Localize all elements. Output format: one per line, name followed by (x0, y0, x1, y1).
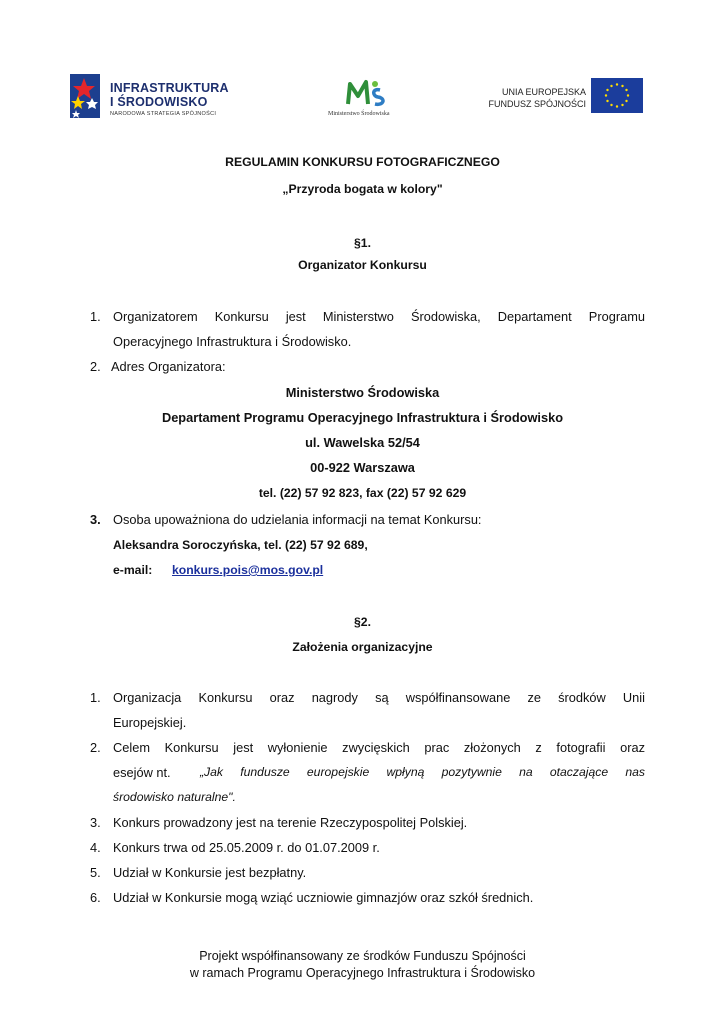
list-number: 2. (90, 740, 101, 755)
eu-line-1: UNIA EUROPEJSKA (501, 87, 586, 97)
ministerstwo-logo (322, 76, 402, 122)
eu-line-2: FUNDUSZ SPÓJNOŚCI (488, 99, 586, 109)
word: wpłyną (386, 765, 425, 779)
word: oraz (269, 690, 295, 705)
word: współfinansowane (405, 690, 511, 705)
logo-line-2: I ŚRODOWISKO (110, 95, 208, 109)
word: Środowiska, (410, 309, 481, 324)
eu-flag-icon (591, 78, 643, 113)
word: fundusze (240, 765, 290, 779)
word: nagrody (311, 690, 358, 705)
address-line: Ministerstwo Środowiska (285, 385, 440, 400)
word: Unii (622, 690, 645, 705)
word: Ministerstwo (322, 309, 394, 324)
word: oraz (620, 740, 645, 755)
paragraph-line: Osoba upoważniona do udzielania informacji na temat Konkursu: (113, 512, 482, 527)
logo-line-3: NARODOWA STRATEGIA SPÓJNOŚCI (110, 111, 217, 117)
word: wyłonienie (267, 740, 328, 755)
list-number: 3. (90, 815, 101, 830)
paragraph-line: Udział w Konkursie jest bezpłatny. (113, 865, 307, 880)
word: jest (233, 740, 254, 755)
paragraph-line (200, 765, 645, 779)
word: europejskie (306, 765, 370, 779)
paragraph-line: Konkurs prowadzony jest na terenie Rzeczypospolitej Polskiej. (113, 815, 468, 830)
word: Celem (113, 740, 150, 755)
section-2-mark: §2. (354, 615, 371, 629)
paragraph-line: Operacyjnego Infrastruktura i Środowisko. (113, 334, 352, 349)
paragraph-line: Konkurs trwa od 25.05.2009 r. do 01.07.2009 r. (113, 840, 380, 855)
word: Organizacja (113, 690, 182, 705)
address-line: ul. Wawelska 52/54 (305, 435, 420, 450)
section-1-mark: §1. (354, 236, 371, 250)
address-line: tel. (22) 57 92 823, fax (22) 57 92 629 (258, 486, 467, 500)
word: nas (625, 765, 645, 779)
word: Konkursu (164, 740, 219, 755)
list-number: 6. (90, 890, 101, 905)
word: Konkursu (198, 690, 253, 705)
word: złożonych (463, 740, 521, 755)
word: otaczające (549, 765, 609, 779)
contact-line: Aleksandra Soroczyńska, tel. (22) 57 92 689, (113, 538, 368, 552)
star-logo-icon (64, 70, 106, 122)
email-link[interactable]: konkurs.pois@mos.gov.pl (172, 563, 324, 577)
section-1-heading: Organizator Konkursu (298, 258, 427, 272)
word: prac (424, 740, 450, 755)
section-2-heading: Założenia organizacyjne (292, 640, 433, 654)
word: Departament (497, 309, 572, 324)
footer-line-2: w ramach Programu Operacyjnego Infrastruktura i Środowisko (189, 966, 536, 980)
word: są (375, 690, 389, 705)
paragraph-line (113, 740, 645, 755)
infrastruktura-logo (64, 70, 234, 122)
address-line: 00-922 Warszawa (310, 460, 415, 475)
footer-line-1: Projekt współfinansowany ze środków Funduszu Spójności (199, 949, 526, 963)
word: Konkursu (214, 309, 269, 324)
word: z (535, 740, 542, 755)
eu-caption (470, 86, 586, 110)
paragraph-line (113, 309, 645, 324)
word: Programu (588, 309, 645, 324)
word: „Jak (200, 765, 224, 779)
email-label: e-mail: (113, 563, 153, 577)
paragraph-line: Adres Organizatora: (111, 359, 226, 374)
list-number: 3. (90, 512, 101, 527)
list-number: 5. (90, 865, 101, 880)
paragraph-prefix: esejów nt. (113, 765, 171, 780)
document-title: REGULAMIN KONKURSU FOTOGRAFICZNEGO (225, 155, 500, 169)
word: Organizatorem (113, 309, 198, 324)
word: ze (527, 690, 541, 705)
paragraph-line: Europejskiej. (113, 715, 187, 730)
list-number: 2. (90, 359, 101, 374)
word: na (519, 765, 533, 779)
list-number: 4. (90, 840, 101, 855)
logo-caption: Ministerstwo Środowiska (328, 111, 390, 117)
document-subtitle: „Przyroda bogata w kolory" (282, 182, 443, 196)
word: jest (285, 309, 306, 324)
word: zwycięskich (342, 740, 410, 755)
word: środków (558, 690, 606, 705)
word: fotografii (556, 740, 606, 755)
paragraph-line (113, 690, 645, 705)
word: pozytywnie (441, 765, 502, 779)
logo-line-1: INFRASTRUKTURA (110, 81, 229, 95)
address-line: Departament Programu Operacyjnego Infrastruktura i Środowisko (161, 410, 564, 425)
paragraph-line: Udział w Konkursie mogą wziąć uczniowie gimnazjów oraz szkół średnich. (113, 890, 534, 905)
list-number: 1. (90, 690, 101, 705)
list-number: 1. (90, 309, 101, 324)
mos-logo-icon (344, 76, 404, 110)
paragraph-line: środowisko naturalne". (113, 790, 236, 804)
